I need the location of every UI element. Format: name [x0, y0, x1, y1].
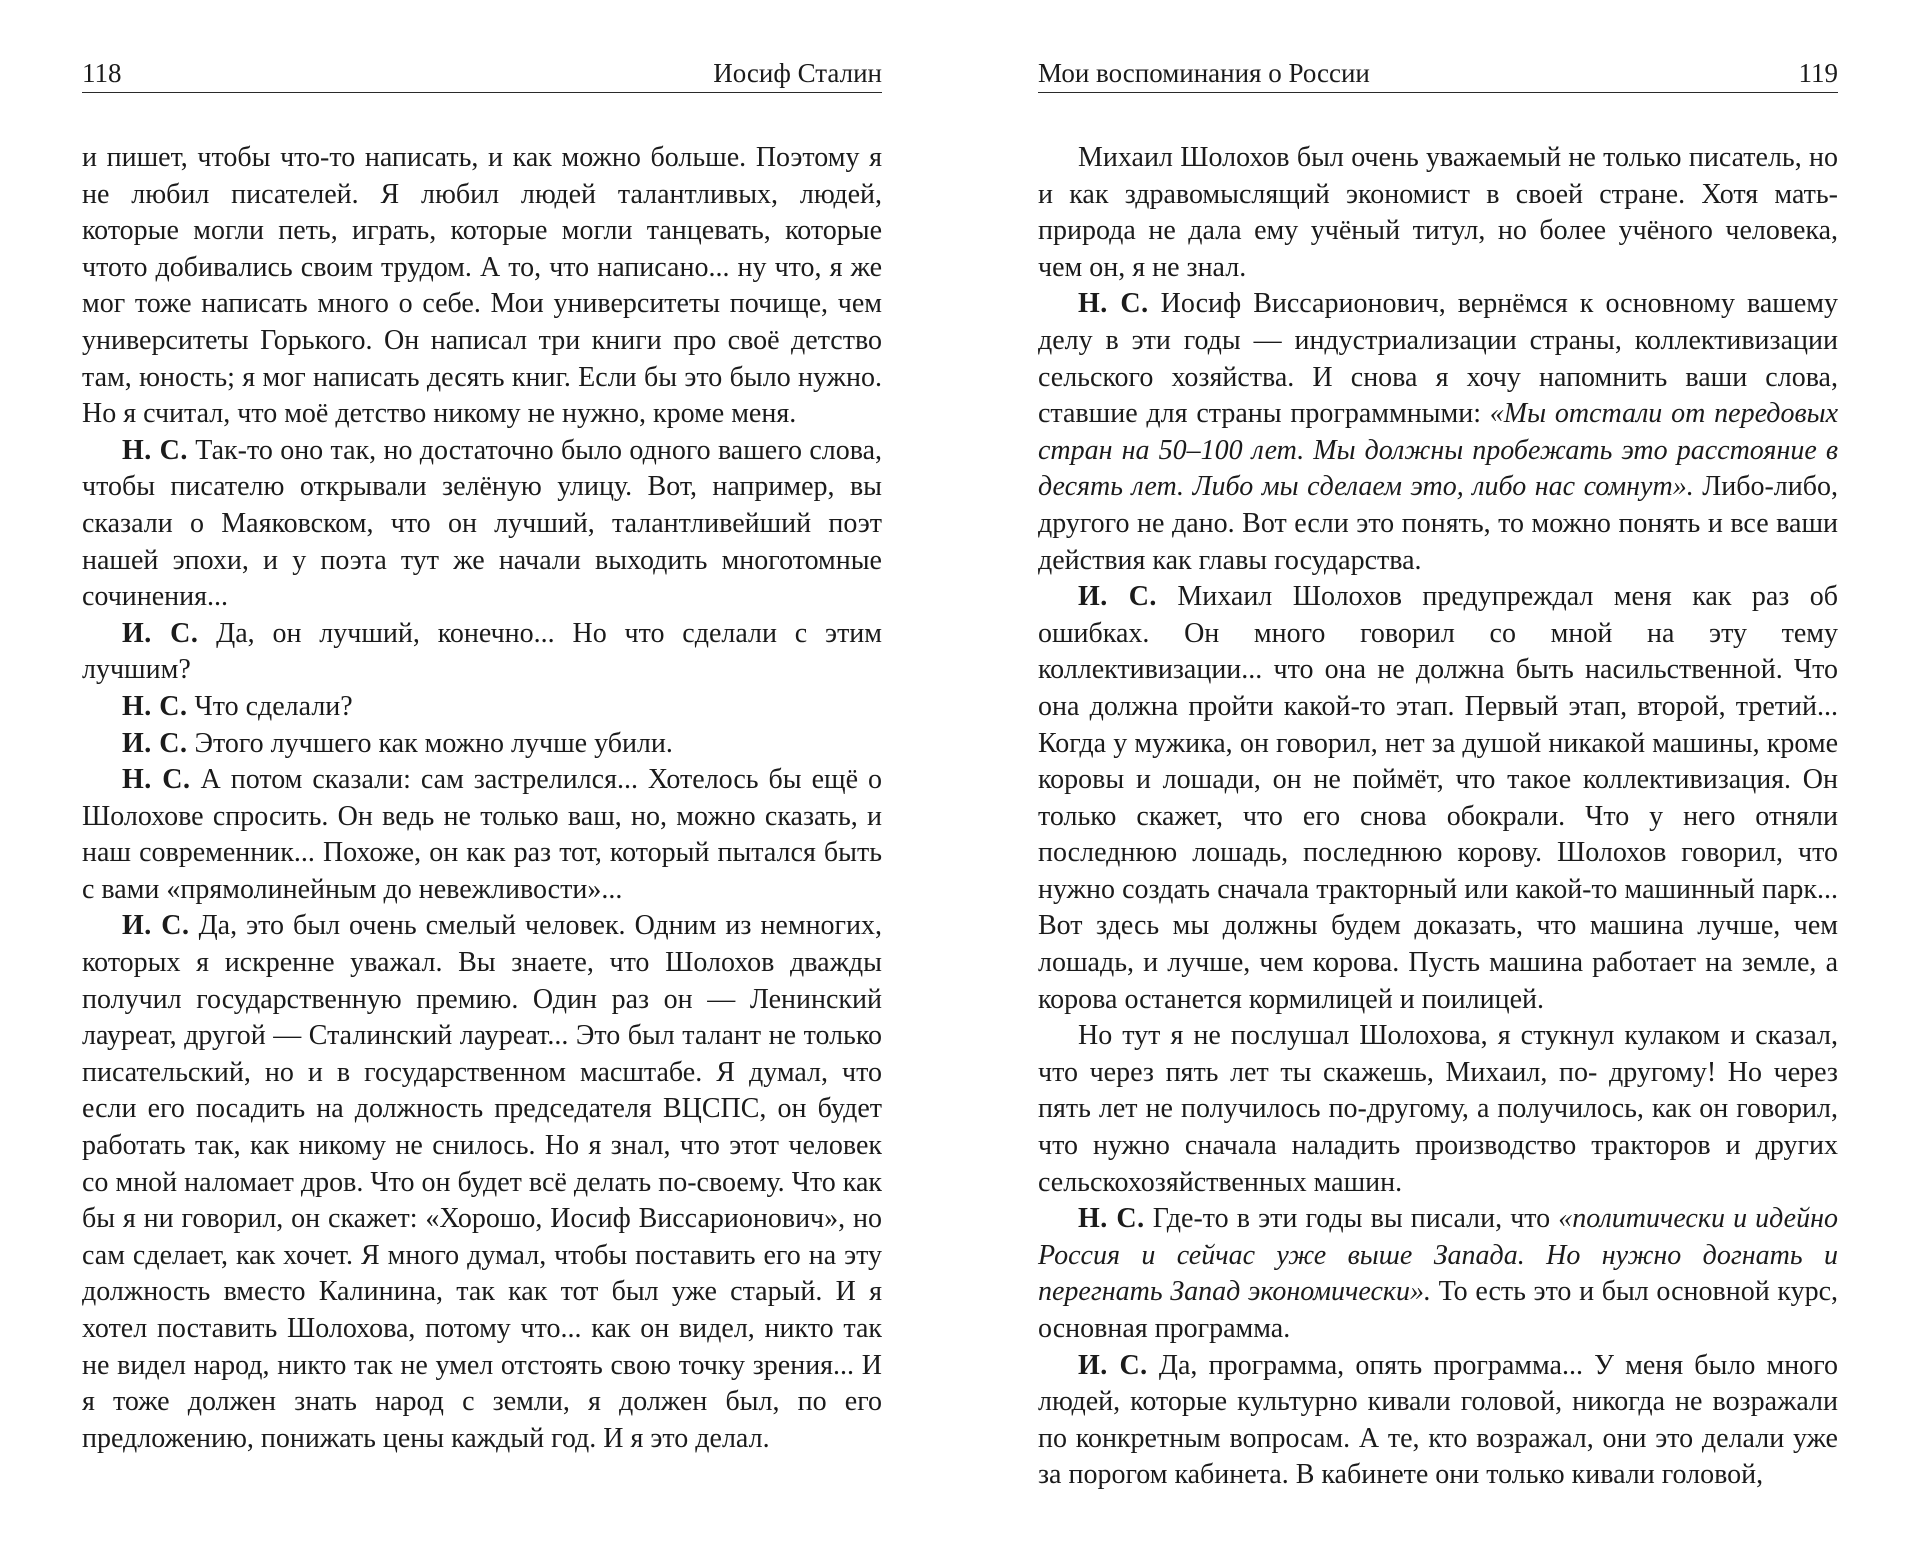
speaker-label: Н. С.	[122, 764, 191, 796]
page-number-left: 118	[82, 58, 122, 88]
paragraph: Но тут я не послушал Шолохова, я стукнул кулаком и сказал, что через пять лет ты скажешь, Михаил, по- другому! Но через пять лет не получилось по-другому, а получилось, как он говорил, что нужно сначала наладить производство тракторов и других сельскохозяйственных машин.	[1038, 1020, 1838, 1198]
paragraph: И. С. Этого лучшего как можно лучше убили.	[122, 727, 673, 759]
paragraph: Н. С. Где-то в эти годы вы писали, что «политически и идейно Россия и сейчас уже выше Запада. Но нужно догнать и перегнать Запад экономически». То есть это и был основной курс, основная программа.	[1038, 1203, 1839, 1344]
running-header-right	[1038, 58, 1838, 93]
paragraph: И. С. Да, это был очень смелый человек. Одним из немногих, которых я искренне уважал. Вы знаете, что Шолохов дважды получил государственную премию. Один раз он — Ленинский лауреат, другой — Сталинский лауреат... Это был талант не только писательский, но и в государственном масштабе. Я думал, что если его посадить на должность председателя ВЦСПС, он будет работать так, как никому не снилось. Но я знал, что этот человек со мной наломает дров. Что он будет всё делать по-своему. Что как бы я ни говорил, он скажет: «Хорошо, Иосиф Виссарионович», но сам сделает, как хочет. Я много думал, чтобы поставить его на эту должность вместо Калинина, так как тот был уже старый. И я хотел поставить Шолохова, потому что... как он видел, никто так не видел народ, никто так не умел отстоять свою точку зрения... И я тоже должен знать народ с земли, я должен был, по его предложению, понижать цены каждый год. И я это делал.	[82, 910, 883, 1454]
quotation: «политически и идейно Россия и сейчас уже выше Запада. Но нужно догнать и перегнать Запад экономически».	[1038, 1203, 1838, 1308]
right-page	[1038, 0, 1920, 1558]
paragraph: и пишет, чтобы что-то написать, и как можно больше. Поэтому я не любил писателей. Я любил людей талантливых, людей, которые могли петь, играть, которые могли танцевать, которые чтото добивались своим трудом. А то, что написано... ну что, я же мог тоже написать много о себе. Мои университеты почище, чем университеты Горького. Он написал три книги про своё детство там, юность; я мог написать десять книг. Если бы это было нужно. Но я считал, что моё детство никому не нужно, кроме меня.	[82, 142, 882, 430]
paragraph: Н. С. Так-то оно так, но достаточно было одного вашего слова, чтобы писателю открывали зелёную улицу. Вот, например, вы сказали о Маяковском, что он лучший, талантливейший поэт нашей эпохи, и у поэта тут же начали выходить многотомные сочинения...	[82, 434, 883, 613]
speaker-label: Н. С.	[122, 690, 188, 722]
text-body-right	[1038, 140, 1838, 1494]
speaker-label: И. С.	[122, 617, 199, 649]
running-head-left: Иосиф Сталин	[713, 58, 882, 88]
speaker-label: И. С.	[1078, 581, 1157, 613]
speaker-label: И. С.	[122, 910, 190, 942]
text-body-left	[82, 140, 882, 1457]
paragraph: И. С. Михаил Шолохов предупреждал меня как раз об ошибках. Он много говорил со мной на эту тему коллективизации... что она не должна быть насильственной. Что она должна пройти какой-то этап. Первый этап, второй, третий... Когда у мужика, он говорил, нет за душой никакой машины, кроме коровы и лошади, он не поймёт, что такое коллективизация. Он только скажет, что его снова обокрали. Что у него отняли последнюю лошадь, последнюю корову. Шолохов говорил, что нужно создать сначала тракторный или какой-то машинный парк... Вот здесь мы должны будем доказать, что машина лучше, чем лошадь, и лучше, чем корова. Пусть машина работает на земле, а корова останется кормилицей и поилицей.	[1038, 581, 1839, 1015]
running-head-right: Мои воспоминания о России	[1038, 58, 1370, 88]
paragraph: Михаил Шолохов был очень уважаемый не только писатель, но и как здравомыслящий экономист в своей стране. Хотя мать-природа не дала ему учёный титул, но более учёного человека, чем он, я не знал.	[1038, 142, 1838, 283]
speaker-label: Н. С.	[1078, 1203, 1145, 1235]
speaker-label: И. С.	[122, 727, 188, 759]
paragraph: Н. С. Иосиф Виссарионович, вернёмся к основному вашему делу в эти годы — индустриализации страны, коллективизации сельского хозяйства. И снова я хочу напомнить ваши слова, ставшие для страны программными: «Мы отстали от передовых стран на 50–100 лет. Мы должны пробежать это расстояние в десять лет. Либо мы сделаем это, либо нас сомнут». Либо-либо, другого не дано. Вот если это понять, то можно понять и все ваши действия как главы государства.	[1038, 288, 1839, 576]
page-number-right: 119	[1798, 58, 1838, 88]
running-header-left	[82, 58, 882, 93]
speaker-label: Н. С.	[122, 434, 188, 466]
paragraph: И. С. Да, программа, опять программа... У меня было много людей, которые культурно кивали головой, никогда не возражали по конкретным вопросам. А те, кто возражал, они это делали уже за порогом кабинета. В кабинете они только кивали головой,	[1038, 1349, 1839, 1491]
paragraph: Н. С. А потом сказали: сам застрелился... Хотелось бы ещё о Шолохове спросить. Он ведь не только ваш, но, можно сказать, и наш современник... Похоже, он как раз тот, который пытался быть с вами «прямолинейным до невежливости»...	[82, 764, 883, 905]
quotation: «Мы отстали от передовых стран на 50–100 лет. Мы должны пробежать это расстояние в десять лет. Либо мы сделаем это, либо нас сомнут».	[1038, 398, 1839, 503]
speaker-label: И. С.	[1078, 1349, 1148, 1381]
paragraph: И. С. Да, он лучший, конечно... Но что сделали с этим лучшим?	[82, 617, 883, 686]
left-page	[0, 0, 882, 1558]
paragraph: Н. С. Что сделали?	[122, 690, 353, 722]
speaker-label: Н. С.	[1078, 288, 1149, 320]
